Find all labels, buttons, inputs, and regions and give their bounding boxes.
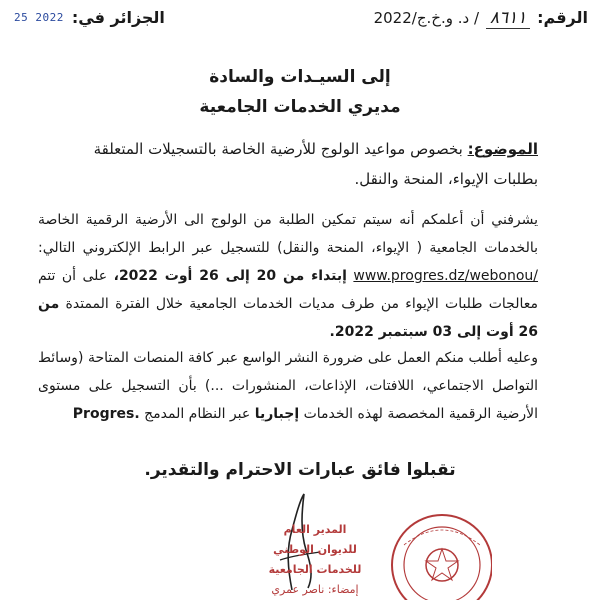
signature-block bbox=[250, 520, 380, 600]
addressee-block bbox=[0, 62, 600, 122]
subject-label: الموضوع: bbox=[467, 140, 538, 158]
reference-label: الرقم: bbox=[537, 8, 588, 27]
place-label: الجزائر في: bbox=[71, 8, 165, 27]
paragraph1-period: من 26 أوت إلى 03 سبتمبر 2022. bbox=[38, 296, 538, 340]
paragraph1-text-a: يشرفني أن أعلمكم أنه سيتم تمكين الطلبة من الولوج الى الأرضية الرقمية الخاصة بالخدمات الجامعية ( الإيواء، المنحة والنقل) للتسجيل عبر الرابط الإلكتروني التالي: bbox=[38, 212, 538, 256]
signer-name: ناصر عمري bbox=[271, 583, 325, 596]
paragraph2-text-b: عبر النظام المدمج bbox=[144, 406, 251, 422]
reference-number: ٨٦١١ bbox=[486, 8, 531, 29]
reference-line bbox=[374, 8, 588, 28]
body-paragraph-1 bbox=[38, 206, 538, 346]
addressee-line-2: مديري الخدمات الجامعية bbox=[199, 97, 401, 117]
place-date-line bbox=[14, 8, 165, 27]
paragraph2-system-name: Progres. bbox=[72, 406, 140, 422]
date-stamp: 25 2022 bbox=[14, 11, 64, 24]
subject-block bbox=[48, 134, 538, 194]
ministry-seal-stamp bbox=[382, 505, 492, 600]
paragraph1-text-b: على أن تتم معالجات طلبات الإيواء من طرف مديات الخدمات الجامعية خلال الفترة الممتدة bbox=[38, 268, 538, 312]
signatory-line bbox=[250, 580, 380, 600]
subject-text: بخصوص مواعيد الولوج للأرضية الخاصة بالتسجيلات المتعلقة بطلبات الإيواء، المنحة والنقل. bbox=[93, 140, 538, 188]
addressee-line-1: إلى السيـدات والسادة bbox=[209, 67, 391, 87]
paragraph1-dates: إبتداء من 20 إلى 26 أوت 2022، bbox=[113, 268, 347, 284]
body-paragraph-2 bbox=[38, 344, 538, 428]
registration-link[interactable]: www.progres.dz/webonou/ bbox=[353, 268, 539, 284]
signatory-title-2: للديوان الوطني للخدمات الجامعية bbox=[268, 543, 362, 576]
closing-line: تقبلوا فائق عبارات الاحترام والتقدير. bbox=[144, 460, 456, 480]
sign-label: إمضاء: bbox=[327, 583, 359, 596]
paragraph2-text-a: وعليه أطلب منكم العمل على ضرورة النشر الواسع عبر كافة المنصات المتاحة (وسائط التواصل الاجتماعي، اللافتات، الإذاعات، المنشورات ...) بأن التسجيل على مستوى الأرضية الرقمية المخصصة لهذه الخدمات bbox=[38, 350, 538, 422]
paragraph2-mandatory: إجباريا bbox=[254, 406, 300, 422]
signatory-title-1: المدير العام bbox=[283, 523, 347, 536]
reference-suffix: / د. و.خ.ج/2022 bbox=[373, 9, 480, 27]
